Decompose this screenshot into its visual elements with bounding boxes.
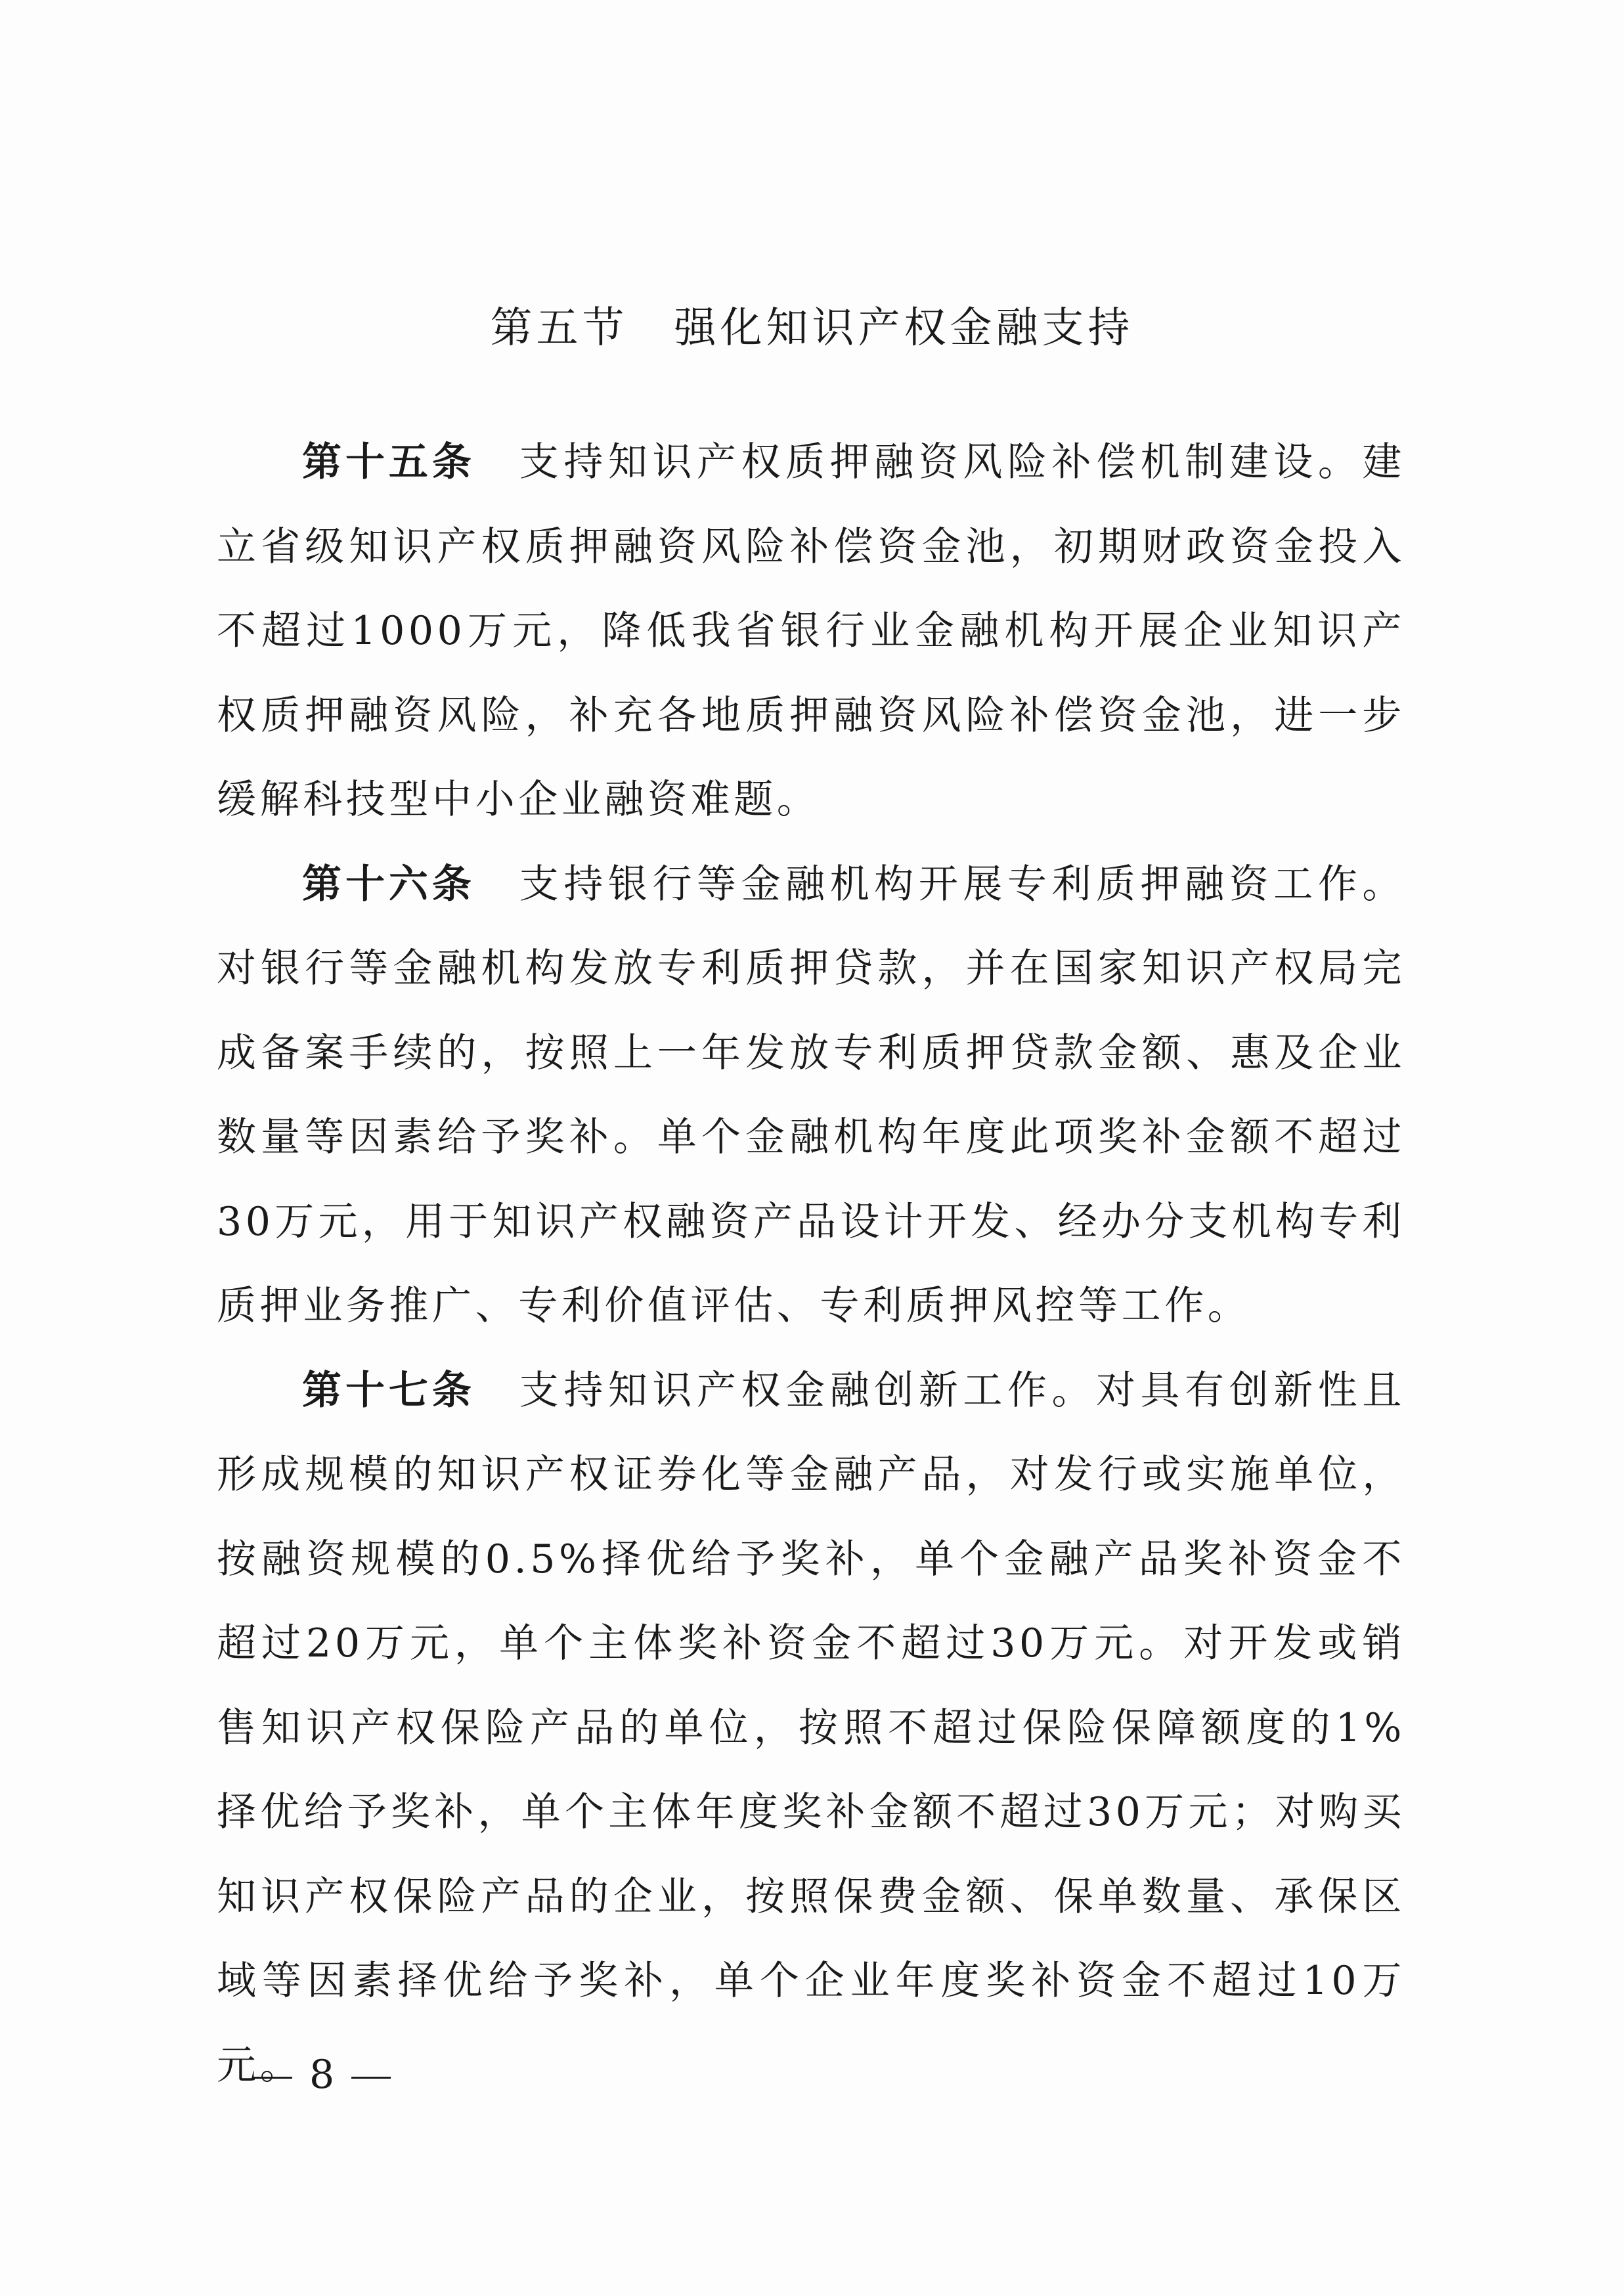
- document-body: [217, 420, 1405, 2108]
- page-number: [253, 2048, 391, 2101]
- page-number-dash-left: [253, 2077, 292, 2079]
- section-number: 第五节: [490, 304, 628, 353]
- article-text: 支持银行等金融机构开展专利质押融资工作。对银行等金融机构发放专利质押贷款，并在国家知识产权局完成备案手续的，按照上一年发放专利质押贷款金额、惠及企业数量等因素给予奖补。单个金融机构年度此项奖补金额不超过30万元，用于知识产权融资产品设计开发、经办分支机构专利质押业务推广、专利价值评估、专利质押风控等工作。: [217, 861, 1406, 1329]
- section-title: [0, 299, 1624, 358]
- page-number-dash-right: [351, 2077, 391, 2079]
- article-text: 支持知识产权金融创新工作。对具有创新性且形成规模的知识产权证券化等金融产品，对发行或实施单位，按融资规模的0.5%择优给予奖补，单个金融产品奖补资金不超过20万元，单个主体奖补资金不超过30万元。对开发或销售知识产权保险产品的单位，按照不超过保险保障额度的1%择优给予奖补，单个主体年度奖补金额不超过30万元；对购买知识产权保险产品的企业，按照保费金额、保单数量、承保区域等因素择优给予奖补，单个企业年度奖补资金不超过10万元。: [217, 1367, 1406, 2089]
- article-text: 支持知识产权质押融资风险补偿机制建设。建立省级知识产权质押融资风险补偿资金池，初期财政资金投入不超过1000万元，降低我省银行业金融机构开展企业知识产权质押融资风险，补充各地质押融资风险补偿资金池，进一步缓解科技型中小企业融资难题。: [217, 439, 1406, 823]
- article-paragraph: [217, 420, 1405, 842]
- article-paragraph: [217, 1349, 1405, 2108]
- article-paragraph: [217, 842, 1405, 1349]
- article-number: 第十五条: [302, 439, 475, 485]
- section-heading: 强化知识产权金融支持: [674, 304, 1134, 353]
- article-number: 第十六条: [302, 861, 475, 907]
- article-number: 第十七条: [302, 1367, 475, 1414]
- page-number-value: 8: [309, 2052, 335, 2098]
